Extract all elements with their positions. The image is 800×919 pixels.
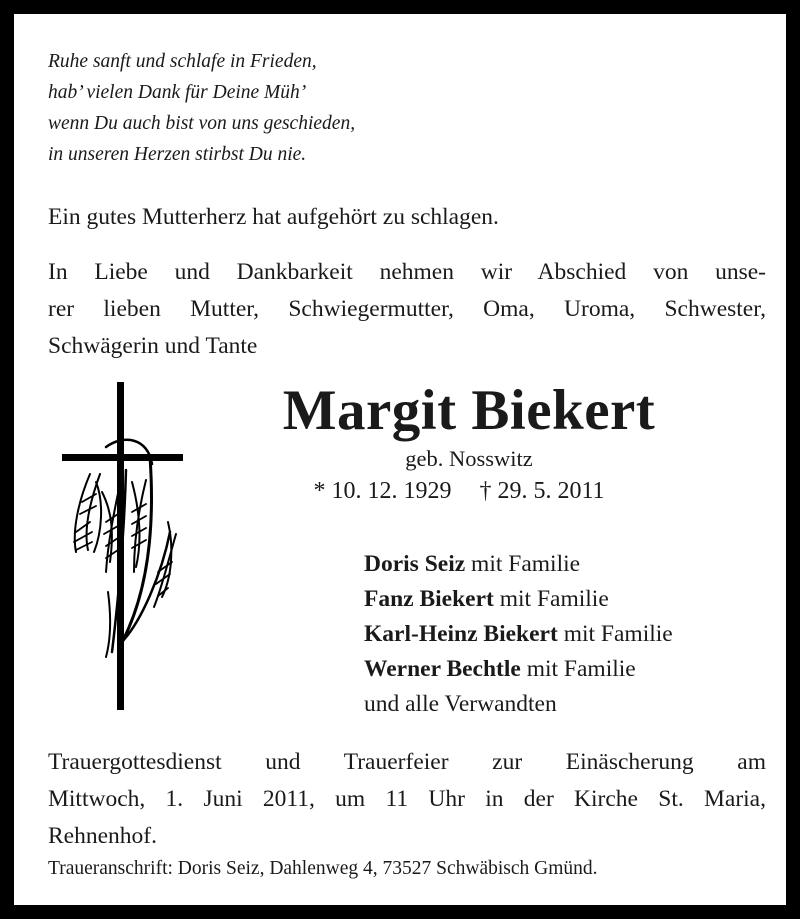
- mourner-name: Fanz Biekert: [364, 586, 494, 612]
- mourner-name: Karl-Heinz Biekert: [364, 621, 558, 647]
- farewell-line: In Liebe und Dankbarkeit nehmen wir Abschied von unse-: [48, 259, 766, 285]
- poem-line: Ruhe sanft und schlafe in Frieden,: [48, 51, 317, 72]
- farewell-line: Schwägerin und Tante: [48, 333, 258, 359]
- mourners-closing: und alle Verwandten: [364, 691, 557, 717]
- lead-sentence: Ein gutes Mutterherz hat aufgehört zu schlagen.: [48, 204, 499, 230]
- life-dates: [14, 478, 800, 505]
- mourner-row: [364, 547, 673, 582]
- poem-line: hab’ vielen Dank für Deine Müh’: [48, 82, 307, 103]
- death-date: † 29. 5. 2011: [479, 478, 605, 504]
- birth-date: * 10. 12. 1929: [313, 478, 452, 504]
- memorial-poem: [48, 46, 355, 170]
- farewell-line: rer lieben Mutter, Schwiegermutter, Oma, Uroma, Schwester,: [48, 296, 766, 322]
- service-line: Rehnenhof.: [48, 823, 157, 849]
- maiden-name: geb. Nosswitz: [405, 446, 533, 471]
- farewell-paragraph: [48, 254, 766, 365]
- service-paragraph: [48, 744, 766, 855]
- mourner-row: [364, 582, 673, 617]
- deceased-name: Margit Biekert: [282, 379, 656, 442]
- poem-line: in unseren Herzen stirbst Du nie.: [48, 144, 307, 165]
- mourning-address: Traueranschrift: Doris Seiz, Dahlenweg 4, 73527 Schwäbisch Gmünd.: [48, 858, 598, 879]
- mourner-suffix: mit Familie: [493, 586, 609, 612]
- mourner-suffix: mit Familie: [557, 621, 673, 647]
- service-line: Trauergottesdienst und Trauerfeier zur Einäscherung am: [48, 749, 766, 775]
- mourner-row: [364, 652, 673, 687]
- mourner-suffix: mit Familie: [520, 656, 636, 682]
- mourner-name: Werner Bechtle: [364, 656, 521, 682]
- mourner-row: [364, 617, 673, 652]
- mourners-list: [364, 547, 673, 722]
- poem-line: wenn Du auch bist von uns geschieden,: [48, 113, 356, 134]
- mourner-suffix: mit Familie: [465, 551, 581, 577]
- mourner-name: Doris Seiz: [364, 551, 466, 577]
- service-line: Mittwoch, 1. Juni 2011, um 11 Uhr in der Kirche St. Maria,: [48, 786, 766, 812]
